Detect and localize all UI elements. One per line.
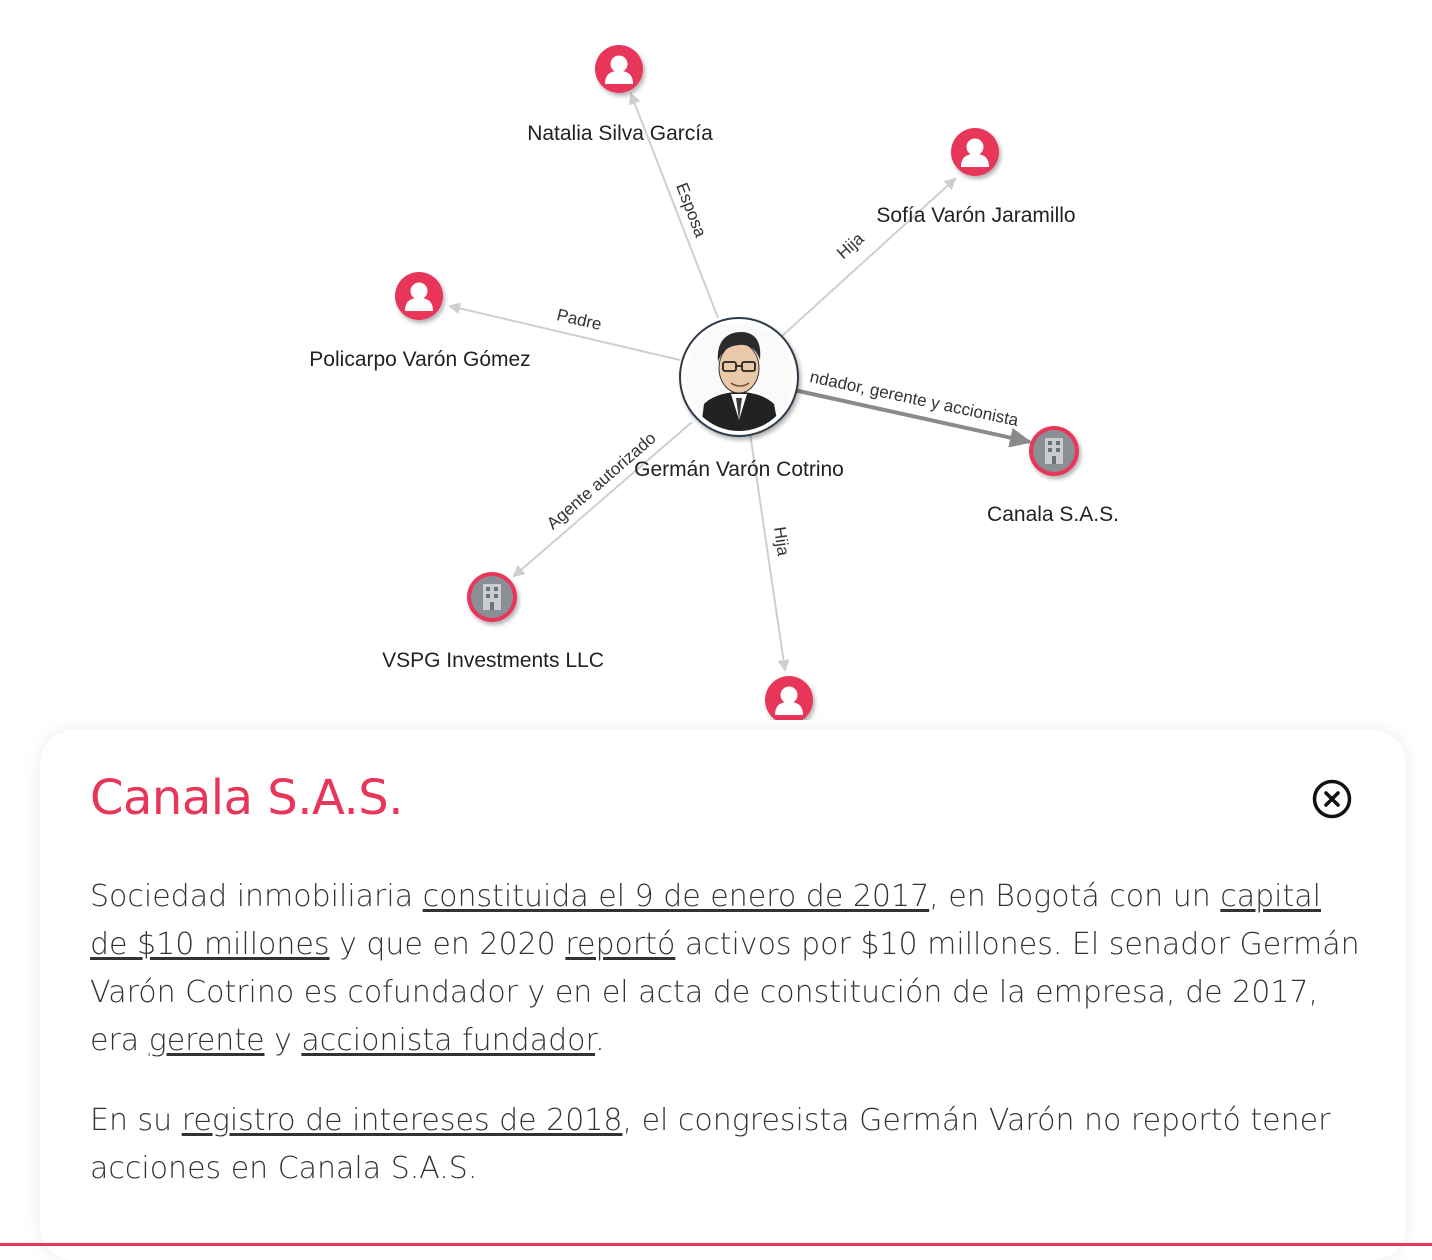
node-label-canala: Canala S.A.S.: [987, 503, 1119, 526]
edge-label-padre: Padre: [554, 305, 604, 335]
node-natalia[interactable]: [595, 45, 643, 93]
edge-label-hija-sofia: Hija: [833, 229, 868, 263]
text: , el congresista Germán Varón no reportó tener acciones en Canala S.A.S.: [90, 1103, 1331, 1186]
close-icon[interactable]: [1312, 779, 1352, 819]
node-vspg[interactable]: [467, 572, 517, 622]
paragraph-1: [90, 873, 1360, 1065]
node-label-sofia: Sofía Varón Jaramillo: [876, 204, 1076, 227]
text: y que en 2020: [329, 927, 566, 962]
link-accionista[interactable]: accionista fundador: [301, 1023, 596, 1058]
text: activos por $10 millones. El senador Germán Varón Cotrino es cofundador y en el acta de constitución de la empresa, de 2017, era: [90, 927, 1360, 1058]
building-icon: [1045, 438, 1063, 464]
text: , en Bogotá con un: [929, 879, 1221, 914]
edge-label-fundador: ndador, gerente y accionista: [808, 367, 1021, 431]
edge-hija-sofia: [782, 179, 955, 336]
node-center[interactable]: [680, 318, 798, 436]
node-hija-bottom[interactable]: [765, 676, 813, 720]
edge-label-esposa: Esposa: [672, 180, 711, 240]
node-canala[interactable]: [1029, 426, 1079, 476]
edge-agente: [514, 422, 692, 576]
text: Sociedad inmobiliaria: [90, 879, 423, 914]
building-icon: [483, 584, 501, 610]
paragraph-2: [90, 1097, 1360, 1193]
text: y: [264, 1023, 302, 1058]
node-label-vspg: VSPG Investments LLC: [382, 649, 604, 672]
node-sofia[interactable]: [951, 128, 999, 176]
node-label-center: Germán Varón Cotrino: [634, 458, 844, 481]
edge-label-agente: Agente autorizado: [543, 428, 660, 534]
node-label-policarpo: Policarpo Varón Gómez: [309, 348, 531, 371]
panel-body: [90, 873, 1360, 1225]
node-label-natalia: Natalia Silva García: [527, 122, 713, 145]
text: En su: [90, 1103, 182, 1138]
text: .: [595, 1023, 605, 1058]
edge-label-hija-bottom: Hija: [770, 525, 793, 558]
link-constitucion[interactable]: constituida el 9 de enero de 2017: [422, 879, 930, 914]
link-reporto[interactable]: reportó: [565, 927, 676, 962]
node-policarpo[interactable]: [395, 272, 443, 320]
link-gerente[interactable]: gerente: [148, 1023, 265, 1058]
info-panel: [40, 730, 1406, 1260]
link-capital[interactable]: capital de $10 millones: [90, 879, 1322, 962]
link-registro-intereses[interactable]: registro de intereses de 2018: [181, 1103, 623, 1138]
panel-title: Canala S.A.S.: [90, 770, 403, 826]
